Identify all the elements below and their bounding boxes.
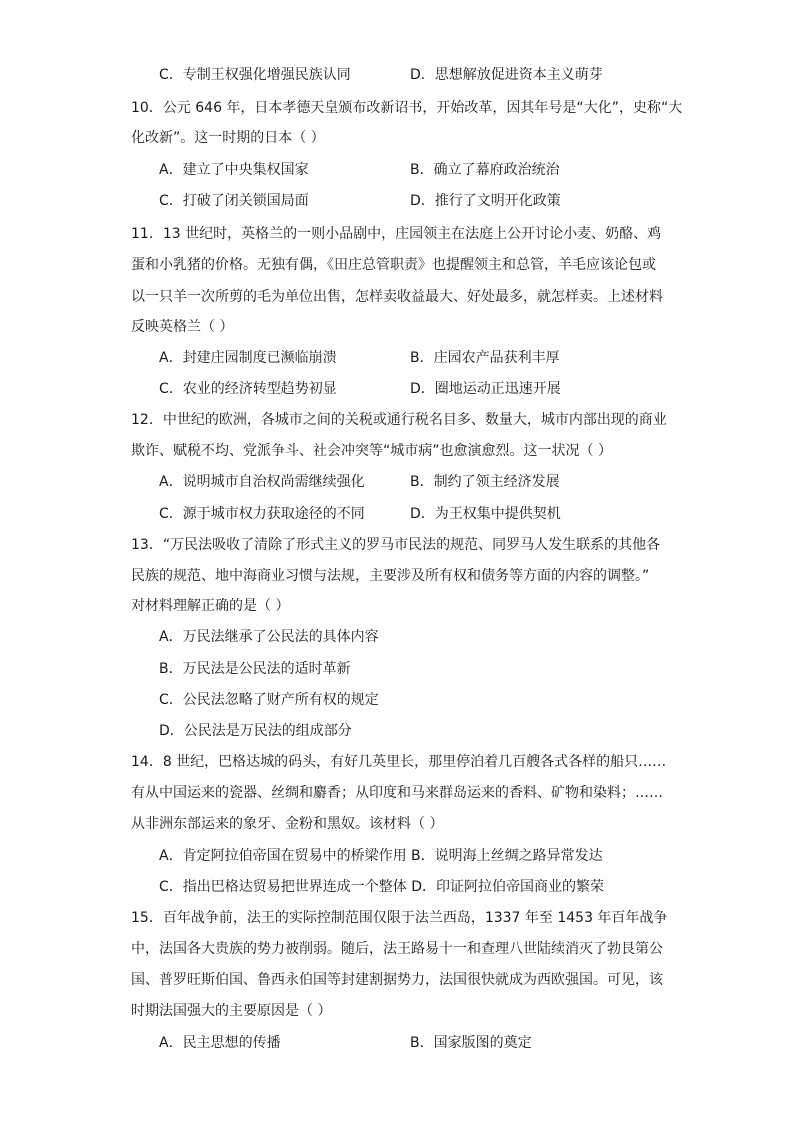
question-13-stem-line-2: 民族的规范、地中海商业习惯与法规，主要涉及所有权和债务等方面的内容的调整。” xyxy=(131,568,650,584)
option-c-prev[interactable]: C．专制王权强化增强民族认同 xyxy=(159,67,351,83)
question-13-stem-line-3: 对材料理解正确的是（ ） xyxy=(131,598,290,614)
question-11-stem-line-4: 反映英格兰（ ） xyxy=(131,319,234,335)
question-11-stem-line-3: 以一只羊一次所剪的毛为单位出售，怎样卖收益最大、好处最多，就怎样卖。上述材料 xyxy=(131,289,663,305)
question-15-stem-line-2: 中，法国各大贵族的势力被削弱。随后，法王路易十一和查理八世陆续消灭了勃艮第公 xyxy=(131,941,663,957)
question-15-option-a[interactable]: A．民主思想的传播 xyxy=(159,1035,281,1051)
question-11-stem-line-1: 11．13 世纪时，英格兰的一则小品剧中，庄园领主在法庭上公开讨论小麦、奶酪、鸡 xyxy=(131,226,662,242)
question-13-stem-line-1: 13．“万民法吸收了清除了形式主义的罗马市民法的规范、同罗马人发生联系的其他各 xyxy=(131,537,661,553)
question-11-option-d[interactable]: D．圈地运动正迅速开展 xyxy=(410,381,561,397)
question-13-option-b[interactable]: B．万民法是公民法的适时革新 xyxy=(159,661,351,677)
question-14-options-c-d[interactable]: C．指出巴格达贸易把世界连成一个整体 D．印证阿拉伯帝国商业的繁荣 xyxy=(159,879,605,895)
question-11-option-b[interactable]: B．庄园农产品获利丰厚 xyxy=(410,350,560,366)
option-d-prev[interactable]: D．思想解放促进资本主义萌芽 xyxy=(410,67,603,83)
question-10-option-d[interactable]: D．推行了文明开化政策 xyxy=(410,193,561,209)
question-10-option-b[interactable]: B．确立了幕府政治统治 xyxy=(410,162,560,178)
question-12-stem-line-2: 欺诈、赋税不均、党派争斗、社会冲突等“城市病”也愈演愈烈。这一状况（ ） xyxy=(131,443,612,459)
question-10-stem-line-1: 10．公元 646 年，日本孝德天皇颁布改新诏书，开始改革，因其年号是“大化”，史称“大 xyxy=(131,100,683,116)
question-15-option-b[interactable]: B．国家版图的奠定 xyxy=(410,1035,532,1051)
question-12-stem-line-1: 12．中世纪的欧洲，各城市之间的关税或通行税名目多、数量大，城市内部出现的商业 xyxy=(131,412,667,428)
question-12-option-c[interactable]: C．源于城市权力获取途径的不同 xyxy=(159,506,365,522)
question-11-option-c[interactable]: C．农业的经济转型趋势初显 xyxy=(159,381,337,397)
question-15-stem-line-3: 国、普罗旺斯伯国、鲁西永伯国等封建割据势力，法国很快就成为西欧强国。可见，该 xyxy=(131,972,663,988)
question-12-option-d[interactable]: D．为王权集中提供契机 xyxy=(410,506,561,522)
question-11-option-a[interactable]: A．封建庄园制度已濒临崩溃 xyxy=(159,350,337,366)
question-10-option-a[interactable]: A．建立了中央集权国家 xyxy=(159,162,309,178)
question-13-option-a[interactable]: A．万民法继承了公民法的具体内容 xyxy=(159,629,379,645)
question-14-options-a-b[interactable]: A．肯定阿拉伯帝国在贸易中的桥梁作用 B．说明海上丝绸之路异常发达 xyxy=(159,848,603,864)
question-15-stem-line-1: 15．百年战争前，法王的实际控制范围仅限于法兰西岛，1337 年至 1453 年百年战争 xyxy=(131,910,668,926)
question-13-option-d[interactable]: D．公民法是万民法的组成部分 xyxy=(159,723,352,739)
question-12-option-b[interactable]: B．制约了领主经济发展 xyxy=(410,474,560,490)
question-13-option-c[interactable]: C．公民法忽略了财产所有权的规定 xyxy=(159,692,379,708)
question-14-stem-line-1: 14．8 世纪，巴格达城的码头，有好几英里长，那里停泊着几百艘各式各样的船只…… xyxy=(131,754,667,770)
question-15-stem-line-4: 时期法国强大的主要原因是（ ） xyxy=(131,1003,332,1019)
question-10-stem-line-2: 化改新”。这一时期的日本（ ） xyxy=(131,130,325,146)
question-11-stem-line-2: 蛋和小乳猪的价格。无独有偶，《田庄总管职责》也提醒领主和总管，羊毛应该论包或 xyxy=(131,257,656,273)
question-14-stem-line-3: 从非洲东部运来的象牙、金粉和黑奴。该材料（ ） xyxy=(131,816,444,832)
question-14-stem-line-2: 有从中国运来的瓷器、丝绸和麝香；从印度和马来群岛运来的香料、矿物和染料；…… xyxy=(131,785,663,801)
question-10-option-c[interactable]: C．打破了闭关锁国局面 xyxy=(159,193,309,209)
question-12-option-a[interactable]: A．说明城市自治权尚需继续强化 xyxy=(159,474,365,490)
